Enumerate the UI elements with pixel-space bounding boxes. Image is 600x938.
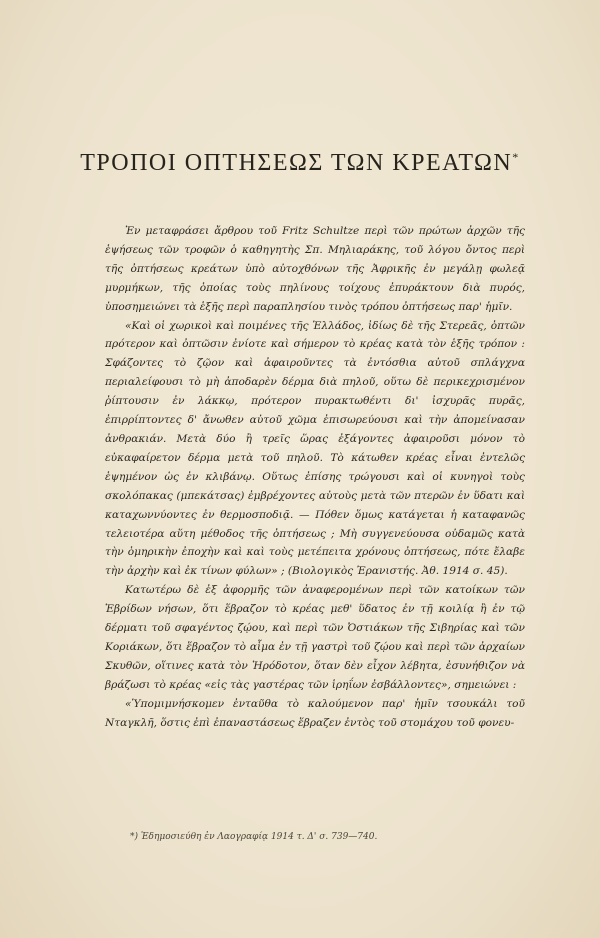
article-title	[0, 150, 600, 177]
title-text: ΤΡΟΠΟΙ ΟΠΤΗΣΕΩΣ ΤΩΝ ΚΡΕΑΤΩΝ	[80, 150, 513, 176]
paragraph-2: «Καὶ οἱ χωρικοὶ καὶ ποιμένες τῆς Ἑλλάδος, ἰδίως δὲ τῆς Στερεᾶς, ὀπτῶν πρότερον καὶ ὀπτῶσιν ἐνίοτε καὶ σήμερον τὸ κρέας κατὰ τὸν ἑξῆς τρόπον : Σφάζοντες τὸ ζῷον καὶ ἀφαιροῦντες τὰ ἐντόσθια αὐτοῦ σπλάγχνα περιαλείφουσι τὸ μὴ ἀποδαρὲν δέρμα διὰ πηλοῦ, οὕτω δὲ περικεχρισμένον ῥίπτουσιν ἐν λάκκῳ, πρότερον πυρακτωθέντι δι' ἰσχυρᾶς πυρᾶς, ἐπιρρίπτοντες δ' ἄνωθεν αὐτοῦ χῶμα ἐπισωρεύουσι καὶ τὴν ἀπομείνασαν ἀνθρακιάν. Μετὰ δύο ἢ τρεῖς ὥρας ἐξάγοντες ἀφαιροῦσι μόνον τὸ εὐκαφαίρετον δέρμα μετὰ τοῦ πηλοῦ. Τὸ κάτωθεν κρέας εἶναι ἐντελῶς ἑψημένον ὡς ἐν κλιβάνῳ. Οὕτως ἐπίσης τρώγουσι καὶ οἱ κυνηγοὶ τοὺς σκολόπακας (μπεκάτσας) ἐμβρέχοντες αὐτοὺς μετὰ τῶν πτερῶν ἐν ὕδατι καὶ καταχωννύοντες ἐν θερμοσποδιᾷ. — Πόθεν ὅμως κατάγεται ἡ καταφανῶς τελειοτέρα αὕτη μέθοδος τῆς ὀπτήσεως ; Μὴ συγγενεύουσα οὐδαμῶς κατὰ τὴν ὁμηρικὴν ἐποχὴν καὶ καὶ τοὺς μετέπειτα χρόνους ὀπτήσεως, πότε ἔλαβε τὴν ἀρχὴν καὶ ἐκ τίνων φύλων» ; (Βιολογικὸς Ἐρανιστής. Ἀθ. 1914 σ. 45).	[105, 319, 525, 578]
paragraph-3: Κατωτέρω δὲ ἐξ ἀφορμῆς τῶν ἀναφερομένων περὶ τῶν κατοίκων τῶν Ἑβρίδων νήσων, ὅτι ἕβραζον τὸ κρέας μεθ' ὕδατος ἐν τῇ κοιλίᾳ ἢ ἐν τῷ δέρματι τοῦ σφαγέντος ζῴου, καὶ περὶ τῶν Ὀστιάκων τῆς Σιβηρίας καὶ τῶν Κοριάκων, ὅτι ἕβραζον τὸ αἷμα ἐν τῇ γαστρὶ τοῦ ζῴου καὶ περὶ τῶν ἀρχαίων Σκυθῶν, οἵτινες κατὰ τὸν Ἡρόδοτον, ὅταν δὲν εἶχον λέβητα, ἐσυνήθιζον νὰ βράζωσι τὸ κρέας «εἰς τὰς γαστέρας τῶν ἱρηΐων ἐσβάλλοντες», σημειώνει :	[105, 584, 525, 691]
title-footnote-mark: *	[512, 150, 520, 164]
footnote: *) Ἐδημοσιεύθη ἐν Λαογραφίᾳ 1914 τ. Δ' σ. 739—740.	[130, 832, 378, 842]
paragraph-4: «Ὑπομιμνήσκομεν ἐνταῦθα τὸ καλούμενον παρ' ἡμῖν τσουκάλι τοῦ Νταγκλῆ, ὅστις ἐπὶ ἐπαναστάσεως ἕβραζεν ἐντὸς τοῦ στομάχου τοῦ φονευ-	[105, 697, 525, 729]
article-body	[105, 222, 525, 732]
paragraph-1: Ἐν μεταφράσει ἄρθρου τοῦ Fritz Schultze περὶ τῶν πρώτων ἀρχῶν τῆς ἑψήσεως τῶν τροφῶν ὁ καθηγητὴς Σπ. Μηλιαράκης, τοῦ λόγου ὄντος περὶ τῆς ὀπτήσεως κρεάτων ὑπὸ αὐτοχθόνων τῆς Ἀφρικῆς ἐν μεγάλῃ φωλεᾷ μυρμήκων, τῆς ὁποίας τοὺς πηλίνους τοίχους ἐπυράκτουν διὰ πυρός, ὑποσημειώνει τὰ ἑξῆς περὶ παραπλησίου τινὸς τρόπου ὀπτήσεως παρ' ἡμῖν.	[105, 225, 525, 313]
